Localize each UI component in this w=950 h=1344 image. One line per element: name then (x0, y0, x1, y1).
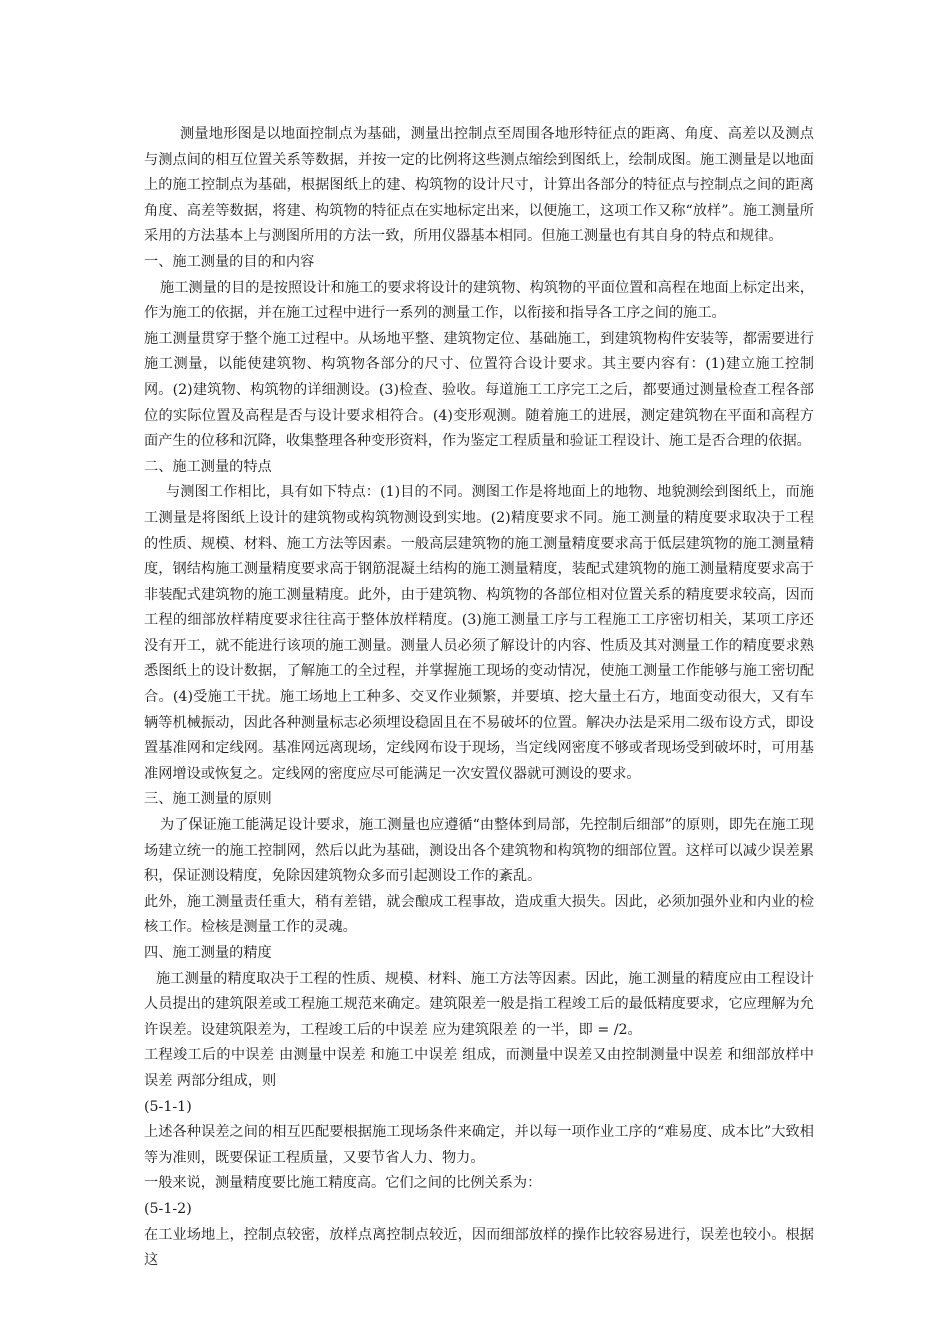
section-heading-1: 一、施工测量的目的和内容 (144, 253, 315, 270)
paragraph-error-matching: 上述各种误差之间的相互匹配要根据施工现场条件来确定，并以每一项作业工序的“难易度、成本比”大致相等为准则，既要保证工程质量，又要节省人力、物力。 (144, 1124, 814, 1166)
section-heading-3: 三、施工测量的原则 (144, 791, 272, 808)
section-heading-4: 四、施工测量的精度 (144, 945, 272, 961)
paragraph-purpose: 施工测量的目的是按照设计和施工的要求将设计的建筑物、构筑物的平面位置和高程在地面上标定出来，作为施工的依据，并在施工过程中进行一系列的测量工作，以衔接和指导各工序之间的施工。 (144, 279, 814, 322)
paragraph-ratio-intro: 一般来说，测量精度要比施工精度高。它们之间的比例关系为： (144, 1175, 542, 1192)
paragraph-principle: 为了保证施工能满足设计要求，施工测量也应遵循“由整体到局部，先控制后细部”的原则，即先在施工现场建立统一的施工控制网，然后以此为基础，测设出各个建筑物和构筑物的细部位置。这样可以减少误差累积，保证测设精度，免除因建筑物众多而引起测设工作的紊乱。 (144, 817, 814, 885)
document-body (144, 122, 814, 1274)
paragraph-content: 施工测量贯穿于整个施工过程中。从场地平整、建筑物定位、基础施工，到建筑物构件安装等，都需要进行施工测量，以能使建筑物、构筑物各部分的尺寸、位置符合设计要求。其主要内容有：(1)建立施工控制网。(2)建筑物、构筑物的详细测设。(3)检查、验收。每道施工工序完工之后，都要通过测量检查工程各部位的实际位置及高程是否与设计要求相符合。(4)变形观测。随着施工的进展，测定建筑物在平面和高程方面产生的位移和沉降，收集整理各种变形资料，作为鉴定工程质量和验证工程设计、施工是否合理的依据。 (144, 330, 814, 450)
paragraph-industrial-site: 在工业场地上，控制点较密，放样点离控制点较近，因而细部放样的操作比较容易进行，误差也较小。根据这 (144, 1226, 814, 1269)
paragraph-accuracy: 施工测量的精度取决于工程的性质、规模、材料、施工方法等因素。因此，施工测量的精度应由工程设计人员提出的建筑限差或工程施工规范来确定。建筑限差一般是指工程竣工后的最低精度要求，它应理解为允许误差。设建筑限差为，工程竣工后的中误差 应为建筑限差 的一半，即 = /2。 (144, 970, 814, 1038)
paragraph-intro: 测量地形图是以地面控制点为基础，测量出控制点至周围各地形特征点的距离、角度、高差以及测点与测点间的相互位置关系等数据，并按一定的比例将这些测点缩绘到图纸上，绘制成图。施工测量是以地面上的施工控制点为基础，根据图纸上的建、构筑物的设计尺寸，计算出各部分的特征点与控制点之间的距离角度、高差等数据，将建、构筑物的特征点在实地标定出来，以便施工，这项工作又称“放样”。施工测量所采用的方法基本上与测图所用的方法一致，所用仪器基本相同。但施工测量也有其自身的特点和规律。 (144, 126, 814, 245)
paragraph-checking: 此外，施工测量责任重大，稍有差错，就会酿成工程事故，造成重大损失。因此，必须加强外业和内业的检核工作。检核是测量工作的灵魂。 (144, 893, 814, 936)
equation-number-5-1-2: (5-1-2) (144, 1200, 192, 1217)
paragraph-features: 与测图工作相比，具有如下特点：(1)目的不同。测图工作是将地面上的地物、地貌测绘到图纸上，而施工测量是将图纸上设计的建筑物或构筑物测设到实地。(2)精度要求不同。施工测量的精度要求取决于工程的性质、规模、材料、施工方法等因素。一般高层建筑物的施工测量精度要求高于低层建筑物的施工测量精度，钢结构施工测量精度要求高于钢筋混凝土结构的施工测量精度，装配式建筑物的施工测量精度要求高于非装配式建筑物的施工测量精度。此外，由于建筑物、构筑物的各部位相对位置关系的精度要求较高，因而工程的细部放样精度要求往往高于整体放样精度。(3)施工测量工序与工程施工工序密切相关，某项工序还没有开工，就不能进行该项的施工测量。测量人员必须了解设计的内容、性质及其对测量工作的精度要求熟悉图纸上的设计数据，了解施工的全过程，并掌握施工现场的变动情况，使施工测量工作能够与施工密切配合。(4)受施工干扰。施工场地上工种多、交叉作业频繁，并要填、挖大量土石方，地面变动很大，又有车辆等机械振动，因此各种测量标志必须埋设稳固且在不易破坏的位置。解决办法是采用二级布设方式，即设置基准网和定线网。基准网远离现场，定线网布设于现场，当定线网密度不够或者现场受到破坏时，可用基准网增设或恢复之。定线网的密度应尽可能满足一次安置仪器就可测设的要求。 (144, 484, 814, 782)
section-heading-2: 二、施工测量的特点 (144, 458, 272, 475)
paragraph-error-composition: 工程竣工后的中误差 由测量中误差 和施工中误差 组成，而测量中误差又由控制测量中误差 和细部放样中误差 两部分组成，则 (144, 1047, 814, 1089)
equation-number-5-1-1: (5-1-1) (144, 1098, 192, 1115)
